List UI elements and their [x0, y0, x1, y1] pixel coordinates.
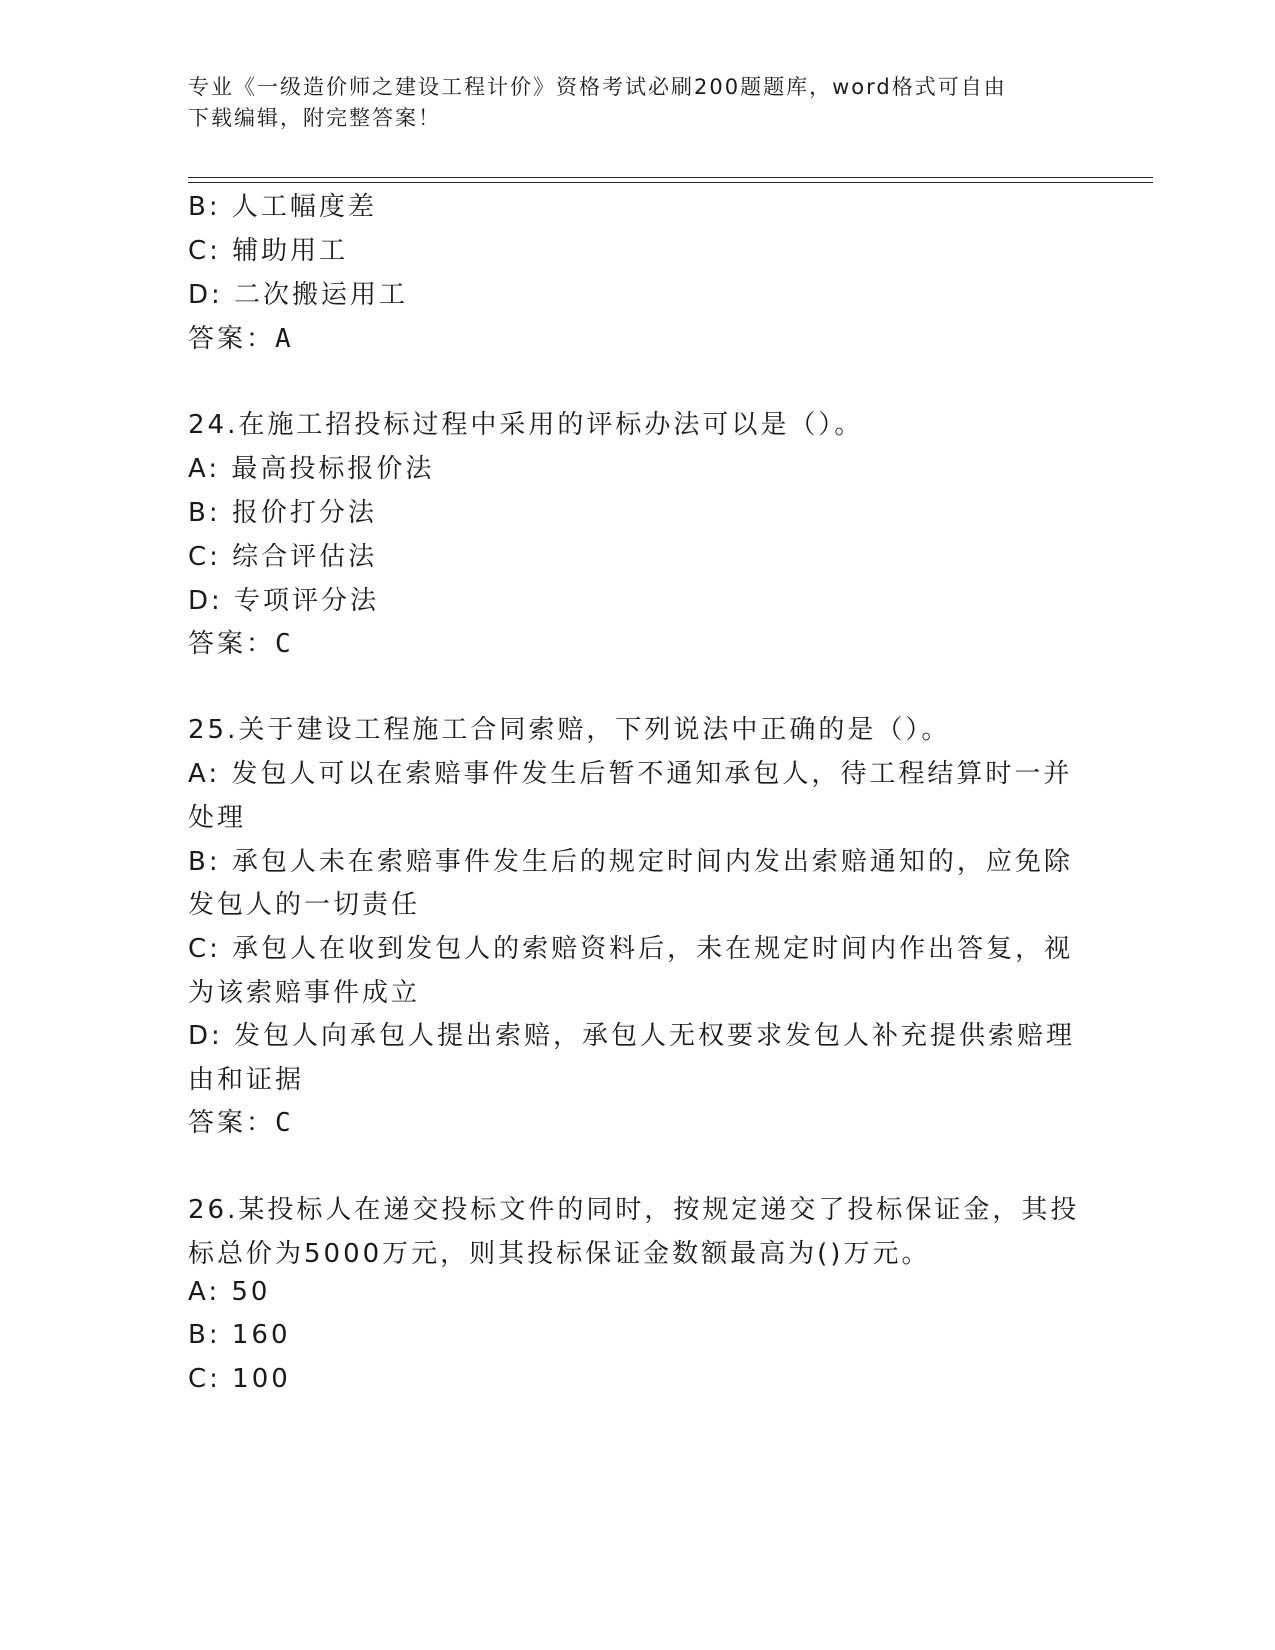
q25-option-c-line-1: C: 承包人在收到发包人的索赔资料后，未在规定时间内作出答复，视	[188, 934, 1074, 964]
q23-answer-label: 答案：	[188, 324, 276, 354]
q25-option-d-line-1: D: 发包人向承包人提出索赔，承包人无权要求发包人补充提供索赔理	[188, 1021, 1076, 1051]
q24-answer	[188, 623, 294, 660]
page-header	[188, 72, 1068, 134]
header-divider-bottom	[188, 182, 1153, 183]
q24-option-d: D: 专项评分法	[188, 586, 380, 616]
q24-stem: 24.在施工招投标过程中采用的评标办法可以是（）。	[188, 410, 864, 440]
q24-option-c: C: 综合评估法	[188, 542, 378, 572]
header-line-2: 下载编辑，附完整答案！	[188, 106, 441, 130]
q23-answer	[188, 318, 294, 355]
q25-option-d-line-2: 由和证据	[188, 1065, 305, 1095]
q25-answer-label: 答案：	[188, 1108, 276, 1138]
header-divider-top	[188, 177, 1153, 178]
q26-option-c: C: 100	[188, 1364, 291, 1394]
q24-answer-label: 答案：	[188, 629, 276, 659]
q25-answer-value: C	[275, 1108, 294, 1138]
q25-option-b-line-2: 发包人的一切责任	[188, 890, 421, 920]
q26-option-a: A: 50	[188, 1277, 271, 1307]
q25-stem: 25.关于建设工程施工合同索赔，下列说法中正确的是（）。	[188, 715, 951, 745]
header-line-1: 专业《一级造价师之建设工程计价》资格考试必刷200题题库，word格式可自由	[188, 75, 1007, 99]
q24-option-b: B: 报价打分法	[188, 498, 377, 528]
q23-option-c: C: 辅助用工	[188, 236, 349, 266]
q23-option-d: D: 二次搬运用工	[188, 280, 409, 310]
q25-option-c-line-2: 为该索赔事件成立	[188, 978, 421, 1008]
q26-stem-line-1: 26.某投标人在递交投标文件的同时，按规定递交了投标保证金，其投	[188, 1195, 1080, 1225]
q25-answer	[188, 1102, 294, 1139]
q25-option-a-line-2: 处理	[188, 803, 247, 833]
q23-answer-value: A	[275, 324, 294, 354]
q24-answer-value: C	[275, 629, 294, 659]
q25-option-a-line-1: A: 发包人可以在索赔事件发生后暂不通知承包人，待工程结算时一并	[188, 759, 1073, 789]
q26-option-b: B: 160	[188, 1320, 291, 1350]
q25-option-b-line-1: B: 承包人未在索赔事件发生后的规定时间内发出索赔通知的，应免除	[188, 847, 1073, 877]
q26-stem-line-2: 标总价为5000万元，则其投标保证金数额最高为()万元。	[188, 1239, 931, 1269]
q23-option-b: B: 人工幅度差	[188, 192, 377, 222]
q24-option-a: A: 最高投标报价法	[188, 454, 435, 484]
